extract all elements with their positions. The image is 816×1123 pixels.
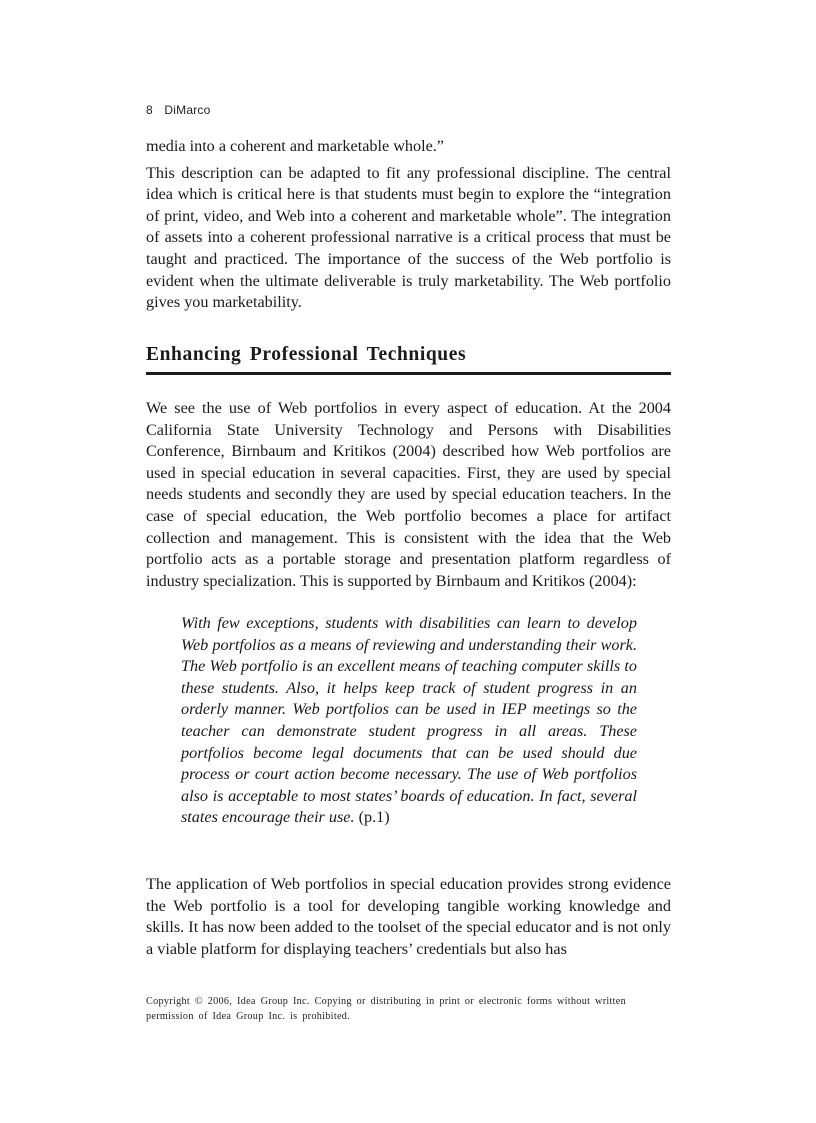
running-head-author: DiMarco <box>164 103 211 117</box>
paragraph-description: This description can be adapted to fit any professional discipline. The central idea which is critical here is that students must begin to explore the “integration of print, video, and Web into a coherent and marketable whole”. The integration of assets into a coherent professional narrative is a critical process that must be taught and practiced. The importance of the success of the Web portfolio is evident when the ultimate deliverable is truly marketability. The Web portfolio gives you marketability. <box>146 163 671 312</box>
copyright-notice: Copyright © 2006, Idea Group Inc. Copying or distributing in print or electronic forms without written permission of Idea Group Inc. is prohibited. <box>146 996 627 1022</box>
section-heading: Enhancing Professional Techniques <box>146 344 671 375</box>
paragraph-continuation: media into a coherent and marketable whole.” <box>146 137 444 155</box>
block-quote <box>181 613 637 829</box>
quote-citation: (p.1) <box>358 808 390 827</box>
paragraph-web-portfolios-education: We see the use of Web portfolios in every aspect of education. At the 2004 California State University Technology and Persons with Disabilities Conference, Birnbaum and Kritikos (2004) described how Web portfolios are used in special education in several capacities. First, they are used by special needs students and secondly they are used by special education teachers. In the case of special education, the Web portfolio becomes a place for artifact collection and management. This is consistent with the idea that the Web portfolio acts as a portable storage and presentation platform regardless of industry specialization. This is supported by Birnbaum and Kritikos (2004): <box>146 399 671 590</box>
quote-text: With few exceptions, students with disabilities can learn to develop Web portfolios as a means of reviewing and understanding their work. The Web portfolio is an excellent means of teaching computer skills to these students. Also, it helps keep track of student progress in an orderly manner. Web portfolios can be used in IEP meetings so the teacher can demonstrate student progress in all areas. These portfolios become legal documents that can be used should due process or court action become necessary. The use of Web portfolios also is acceptable to most states’ boards of education. In fact, several states encourage their use. <box>181 614 637 827</box>
section-application <box>146 874 671 960</box>
section-enhancing <box>146 398 671 592</box>
section-intro <box>146 136 671 314</box>
paragraph-application: The application of Web portfolios in special education provides strong evidence the Web portfolio is a tool for developing tangible working knowledge and skills. It has now been added to the toolset of the special educator and is not only a viable platform for displaying teachers’ credentials but also has <box>146 875 671 958</box>
running-head <box>146 103 211 117</box>
page-number: 8 <box>146 103 153 117</box>
